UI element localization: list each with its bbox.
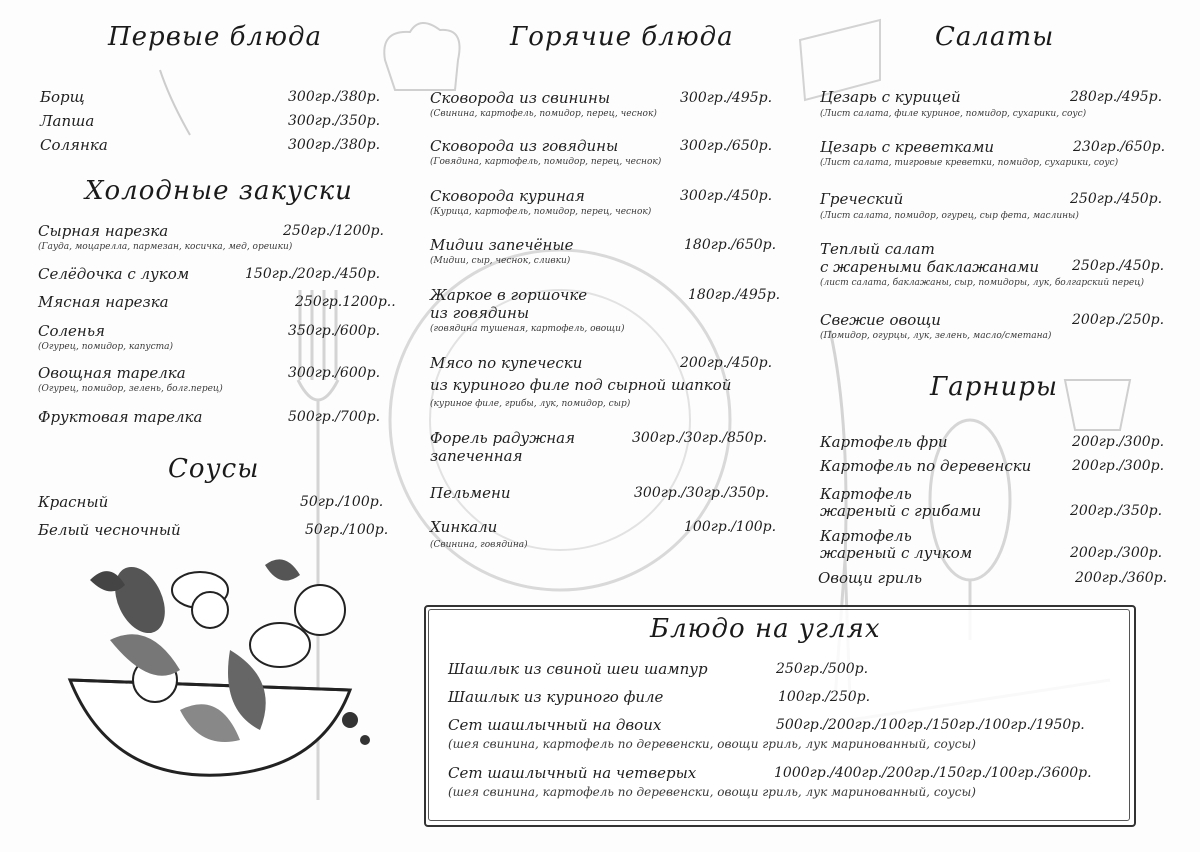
menu-item-price: 100гр./100р. <box>684 519 777 535</box>
menu-item-price: 300гр./380р. <box>288 89 381 105</box>
menu-item-price: 250гр.1200р.. <box>295 294 396 310</box>
menu-item-description: (Гауда, моцарелла, пармезан, косичка, мед, орешки) <box>38 242 293 252</box>
menu-item-name: Сковорода из говядины <box>430 137 619 155</box>
menu-item-price: 100гр./250р. <box>778 689 871 705</box>
menu-item-description: (Лист салата, помидор, огурец, сыр фета, маслины) <box>820 211 1079 221</box>
menu-item-name: Мясная нарезка <box>38 293 169 311</box>
menu-item-name-continued: запеченная <box>430 447 523 465</box>
menu-item-description: (говядина тушеная, картофель, овощи) <box>430 324 625 334</box>
menu-item-name: Цезарь с курицей <box>820 88 961 106</box>
menu-item-name-continued: жареный с лучком <box>820 544 973 562</box>
menu-item-description: (Курица, картофель, помидор, перец, чеснок) <box>430 207 652 217</box>
first-courses-title: Первые блюда <box>108 22 322 52</box>
menu-item-price: 300гр./650р. <box>680 138 773 154</box>
menu-item-name: Картофель <box>820 527 912 545</box>
menu-item-price: 230гр./650р. <box>1073 139 1166 155</box>
menu-item-name: Селёдочка с луком <box>38 265 190 283</box>
menu-item-price: 250гр./450р. <box>1070 191 1163 207</box>
menu-item-price: 200гр./300р. <box>1070 545 1163 561</box>
menu-item-price: 250гр./1200р. <box>283 223 384 239</box>
menu-item-name: Греческий <box>820 190 904 208</box>
menu-item-name: Овощная тарелка <box>38 364 186 382</box>
menu-item-price: 300гр./495р. <box>680 90 773 106</box>
menu-item-name: Картофель <box>820 485 912 503</box>
garnishes-title: Гарниры <box>930 372 1059 402</box>
menu-item-price: 180гр./495р. <box>688 287 781 303</box>
menu-item-price: 300гр./350р. <box>288 113 381 129</box>
menu-item-price: 50гр./100р. <box>305 522 389 538</box>
menu-item-name: Пельмени <box>430 484 511 502</box>
menu-item-description: (Свинина, картофель, помидор, перец, чеснок) <box>430 109 657 119</box>
menu-item-price: 200гр./300р. <box>1072 434 1165 450</box>
menu-item-name: Борщ <box>40 88 85 106</box>
menu-item-price: 500гр./200гр./100гр./150гр./100гр./1950р. <box>776 717 1085 733</box>
menu-item-price: 50гр./100р. <box>300 494 384 510</box>
menu-item-name: Солянка <box>40 136 108 154</box>
menu-item-price: 200гр./350р. <box>1070 503 1163 519</box>
menu-item-name: Шашлык из куриного филе <box>448 688 664 706</box>
menu-item-name: Мясо по купечески <box>430 354 583 372</box>
menu-item-name: Теплый салат <box>820 240 935 258</box>
cold-appetizers-title: Холодные закуски <box>85 176 353 206</box>
menu-item-name: Жаркое в горшочке <box>430 286 588 304</box>
menu-item-name: Красный <box>38 493 109 511</box>
menu-item-name: Соленья <box>38 322 105 340</box>
menu-item-name: Овощи гриль <box>818 569 923 587</box>
menu-item-description: (Свинина, говядина) <box>430 540 528 550</box>
menu-item-price: 150гр./20гр./450р. <box>245 266 381 282</box>
menu-item-name-continued: из куриного филе под сырной шапкой <box>430 376 732 394</box>
menu-item-name: Фруктовая тарелка <box>38 408 203 426</box>
menu-item-name: Сковорода из свинины <box>430 89 611 107</box>
menu-item-name: Хинкали <box>430 518 498 536</box>
menu-item-price: 300гр./30гр./850р. <box>632 430 768 446</box>
menu-item-name: Форель радужная <box>430 429 576 447</box>
menu-item-name: Цезарь с креветками <box>820 138 995 156</box>
menu-item-description: (Огурец, помидор, капуста) <box>38 342 174 352</box>
menu-item-price: 280гр./495р. <box>1070 89 1163 105</box>
menu-item-name-continued: с жареными баклажанами <box>820 258 1040 276</box>
menu-item-name: Сет шашлычный на четверых <box>448 764 697 782</box>
menu-item-description: (Помидор, огурцы, лук, зелень, масло/сметана) <box>820 331 1052 341</box>
salads-title: Салаты <box>935 22 1055 52</box>
menu-item-price: 500гр./700р. <box>288 409 381 425</box>
menu-item-description: (шея свинина, картофель по деревенски, овощи гриль, лук маринованный, соусы) <box>448 785 976 799</box>
menu-item-price: 250гр./450р. <box>1072 258 1165 274</box>
menu-item-name: Картофель фри <box>820 433 948 451</box>
menu-item-description: (Мидии, сыр, чеснок, сливки) <box>430 256 571 266</box>
menu-item-price: 300гр./380р. <box>288 137 381 153</box>
menu-item-description: (Лист салата, филе куриное, помидор, сухарики, соус) <box>820 109 1087 119</box>
menu-item-name: Лапша <box>40 112 95 130</box>
menu-item-name: Шашлык из свиной шеи шампур <box>448 660 708 678</box>
menu-item-name: Сет шашлычный на двоих <box>448 716 662 734</box>
menu-item-price: 300гр./30гр./350р. <box>634 485 770 501</box>
menu-item-name: Белый чесночный <box>38 521 181 539</box>
menu-item-description: (Огурец, помидор, зелень, болг.перец) <box>38 384 223 394</box>
grill-title: Блюдо на углях <box>650 614 881 644</box>
menu-item-description: (Говядина, картофель, помидор, перец, чеснок) <box>430 157 662 167</box>
menu-item-price: 350гр./600р. <box>288 323 381 339</box>
menu-item-name: Сырная нарезка <box>38 222 169 240</box>
menu-item-name: Картофель по деревенски <box>820 457 1032 475</box>
menu-item-price: 200гр./250р. <box>1072 312 1165 328</box>
menu-item-price: 300гр./450р. <box>680 188 773 204</box>
menu-item-price: 180гр./650р. <box>684 237 777 253</box>
menu-item-price: 300гр./600р. <box>288 365 381 381</box>
menu-item-price: 250гр./500р. <box>776 661 869 677</box>
menu-item-price: 200гр./450р. <box>680 355 773 371</box>
menu-item-price: 200гр./300р. <box>1072 458 1165 474</box>
menu-item-name: Мидии запечёные <box>430 236 574 254</box>
menu-item-description: (Лист салата, тигровые креветки, помидор, сухарики, соус) <box>820 158 1119 168</box>
menu-item-description: (лист салата, баклажаны, сыр, помидоры, лук, болгарский перец) <box>820 278 1144 288</box>
menu-item-name: Сковорода куриная <box>430 187 585 205</box>
sauces-title: Соусы <box>168 454 260 484</box>
menu-item-name: Свежие овощи <box>820 311 941 329</box>
menu-item-name-continued: жареный с грибами <box>820 502 982 520</box>
menu-item-name-continued: из говядины <box>430 304 530 322</box>
menu-item-price: 200гр./360р. <box>1075 570 1168 586</box>
salad-bowl-illustration <box>50 540 380 790</box>
menu-item-description: (куриное филе, грибы, лук, помидор, сыр) <box>430 399 631 409</box>
menu-item-price: 1000гр./400гр./200гр./150гр./100гр./3600р. <box>774 765 1092 781</box>
hot-dishes-title: Горячие блюда <box>510 22 734 52</box>
menu-item-description: (шея свинина, картофель по деревенски, овощи гриль, лук маринованный, соусы) <box>448 737 976 751</box>
